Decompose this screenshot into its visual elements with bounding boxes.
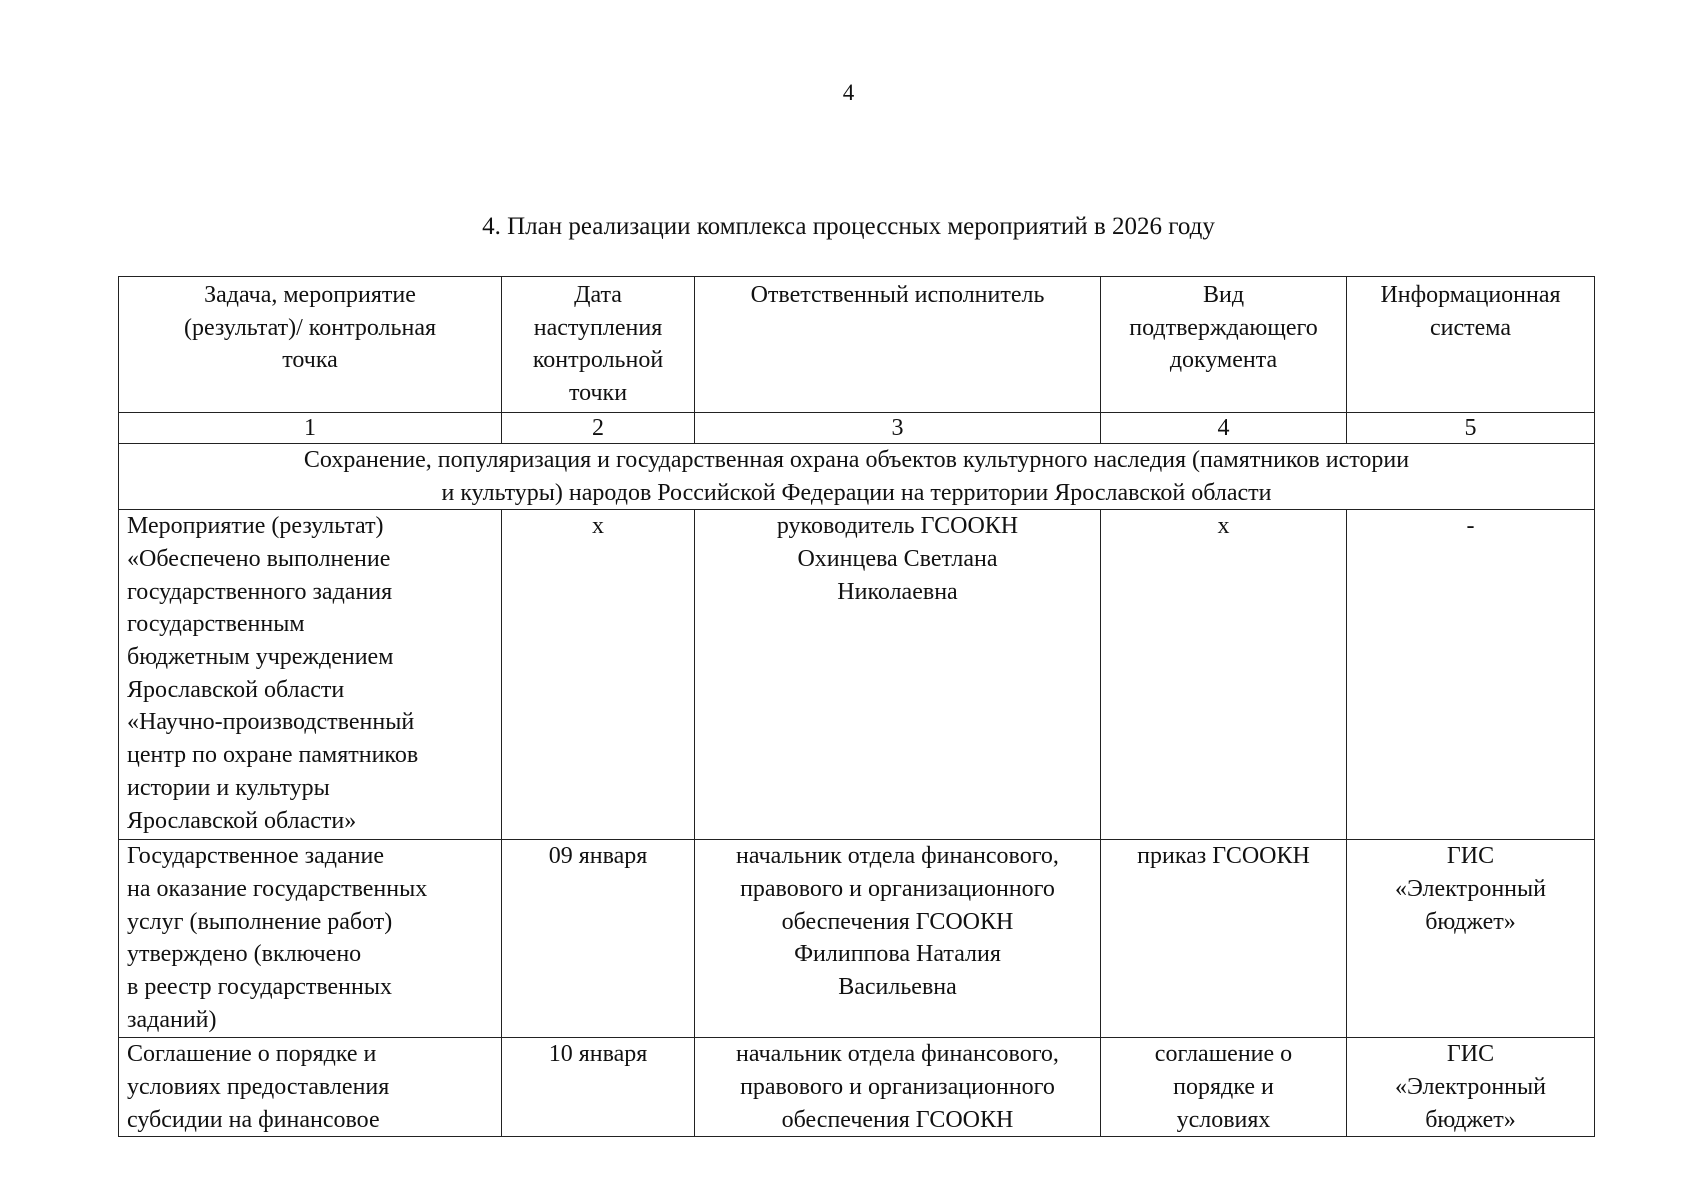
column-number: 1 xyxy=(119,412,502,443)
responsible-cell: руководитель ГСООКН Охинцева Светлана Николаевна xyxy=(695,510,1101,840)
document-cell: х xyxy=(1101,510,1347,840)
task-cell: Соглашение о порядке и условиях предоставления субсидии на финансовое xyxy=(119,1038,502,1137)
header-system: Информационная система xyxy=(1347,277,1595,413)
document-cell: приказ ГСООКН xyxy=(1101,840,1347,1038)
responsible-cell: начальник отдела финансового, правового и организационного обеспечения ГСООКН xyxy=(695,1038,1101,1137)
date-cell: 10 января xyxy=(502,1038,695,1137)
section-title: Сохранение, популяризация и государственная охрана объектов культурного наследия (памятников истории и культуры) народов Российской Федерации на территории Ярославской области xyxy=(119,443,1595,509)
system-cell: ГИС «Электронный бюджет» xyxy=(1347,1038,1595,1137)
task-cell: Мероприятие (результат) «Обеспечено выполнение государственного задания государственным бюджетным учреждением Ярославской области «Научно-производственный центр по охране памятников истории и культуры Ярославской области» xyxy=(119,510,502,840)
page-number: 4 xyxy=(842,80,855,105)
header-row xyxy=(119,277,1595,413)
document-cell: соглашение о порядке и условиях xyxy=(1101,1038,1347,1137)
header-date: Дата наступления контрольной точки xyxy=(502,277,695,413)
column-number: 2 xyxy=(502,412,695,443)
section-row xyxy=(119,443,1595,509)
header-responsible: Ответственный исполнитель xyxy=(695,277,1101,413)
table-row xyxy=(119,510,1595,840)
header-task: Задача, мероприятие (результат)/ контрольная точка xyxy=(119,277,502,413)
system-cell: - xyxy=(1347,510,1595,840)
plan-table xyxy=(118,276,1595,1137)
column-number: 3 xyxy=(695,412,1101,443)
column-number: 5 xyxy=(1347,412,1595,443)
table-row xyxy=(119,840,1595,1038)
system-cell: ГИС «Электронный бюджет» xyxy=(1347,840,1595,1038)
page-title: 4. План реализации комплекса процессных мероприятий в 2026 году xyxy=(482,213,1215,240)
table-row xyxy=(119,1038,1595,1137)
date-cell: х xyxy=(502,510,695,840)
column-number-row xyxy=(119,412,1595,443)
responsible-cell: начальник отдела финансового, правового и организационного обеспечения ГСООКН Филиппова Наталия Васильевна xyxy=(695,840,1101,1038)
header-document: Вид подтверждающего документа xyxy=(1101,277,1347,413)
column-number: 4 xyxy=(1101,412,1347,443)
task-cell: Государственное задание на оказание государственных услуг (выполнение работ) утверждено (включено в реестр государственных заданий) xyxy=(119,840,502,1038)
date-cell: 09 января xyxy=(502,840,695,1038)
